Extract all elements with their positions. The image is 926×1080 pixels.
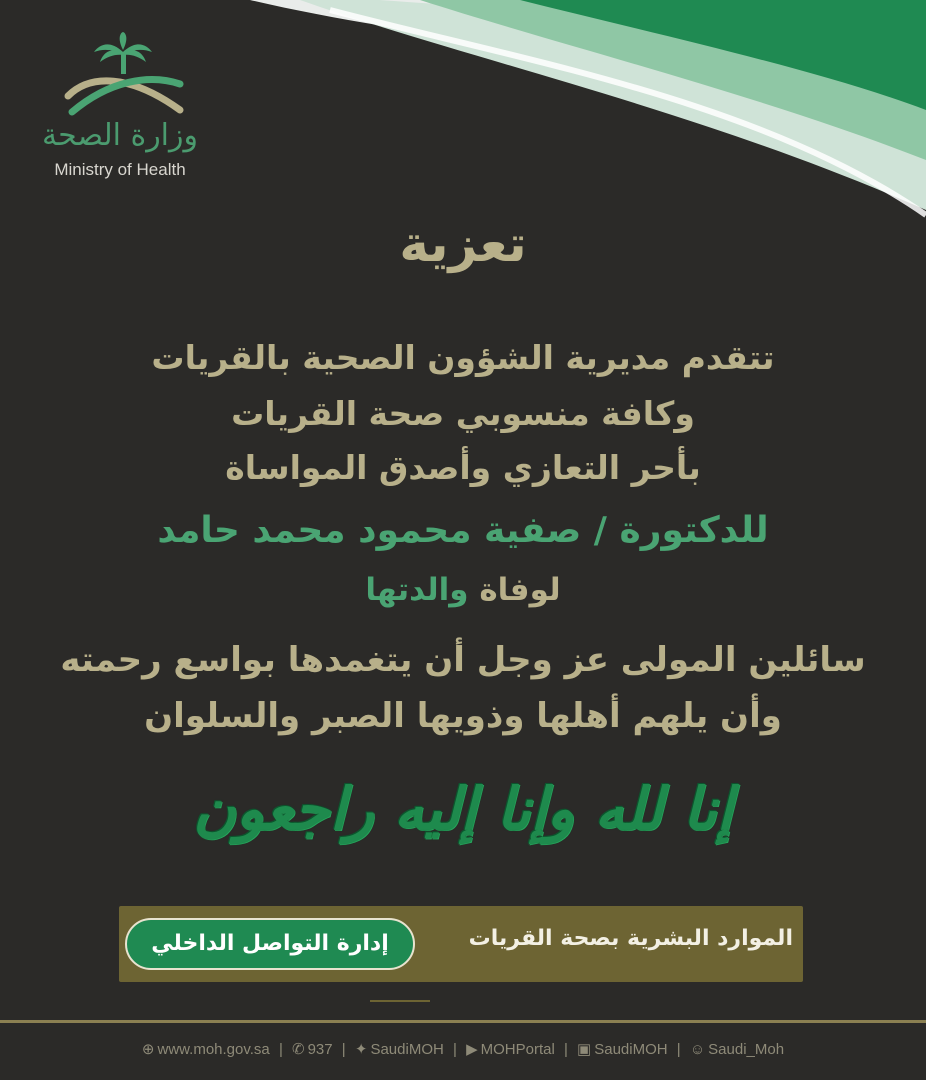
footer-divider-short [370, 1000, 430, 1002]
footer-snapchat[interactable]: Saudi_Moh [708, 1041, 785, 1058]
logo-english-name: Ministry of Health [54, 160, 186, 179]
message-line-3: بأحر التعازي وأصدق المواساة [225, 448, 701, 487]
snapchat-icon: ☺ [689, 1041, 706, 1058]
prayer-line-2: وأن يلهم أهلها وذويها الصبر والسلوان [144, 696, 782, 736]
banner-pill: إدارة التواصل الداخلي [125, 918, 415, 970]
youtube-icon: ▶ [466, 1041, 478, 1058]
palm-icon [94, 32, 152, 74]
globe-icon: ⊕ [141, 1041, 155, 1058]
swords-icon [68, 80, 180, 112]
calligraphy-verse: إنا لله وإنا إليه راجعون [193, 775, 733, 843]
twitter-icon: ✦ [354, 1041, 368, 1058]
logo-arabic-name: وزارة الصحة [42, 118, 198, 153]
deceased-relative-name: للدكتورة / صفية محمود محمد حامد [157, 510, 769, 551]
relation-highlight: والدتها [365, 572, 469, 608]
message-line-2: وكافة منسوبي صحة القريات [231, 394, 695, 433]
facebook-icon: ▣ [577, 1041, 592, 1058]
department-banner [119, 906, 803, 982]
footer-contacts: ⊕ www.moh.gov.sa | ✆ 937 | ✦ SaudiMOH | ▶ MOHPortal | ▣ SaudiMOH | ☺ Saudi_Moh [141, 1041, 785, 1058]
footer-website[interactable]: www.moh.gov.sa [157, 1041, 270, 1058]
footer-divider [0, 1020, 926, 1023]
banner-text: الموارد البشرية بصحة القريات [468, 926, 793, 951]
prayer-line-1: سائلين المولى عز وجل أن يتغمدها بواسع رحمته [60, 640, 866, 680]
footer-youtube[interactable]: MOHPortal [480, 1041, 555, 1058]
footer-facebook[interactable]: SaudiMOH [594, 1041, 668, 1058]
footer-twitter[interactable]: SaudiMOH [370, 1041, 444, 1058]
message-line-1: تتقدم مديرية الشؤون الصحية بالقريات [151, 338, 775, 377]
phone-icon: ✆ [292, 1041, 305, 1058]
page-title: تعزية [399, 215, 527, 273]
relation-prefix: لوفاة [479, 572, 561, 608]
footer-phone[interactable]: 937 [307, 1041, 333, 1058]
relation-line [0, 572, 926, 608]
